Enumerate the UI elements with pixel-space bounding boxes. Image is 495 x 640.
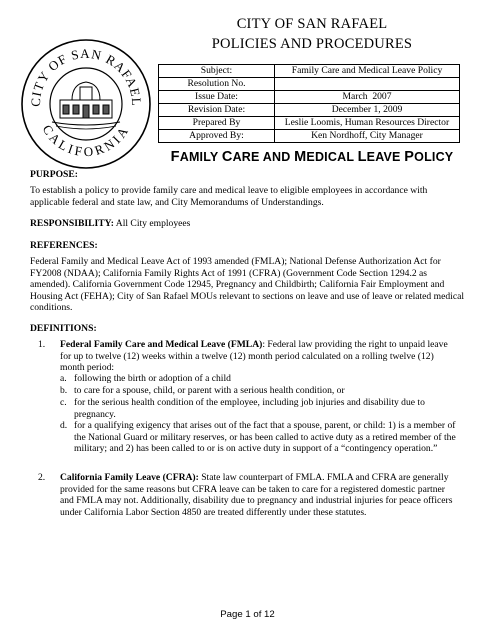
title-cap: L	[357, 149, 367, 165]
title-rest: AMILY	[179, 150, 222, 164]
approved-by-value: Ken Nordhoff, City Manager	[275, 130, 460, 143]
header-city-name: CITY OF SAN RAFAEL	[236, 16, 388, 32]
list-number: 1.	[38, 339, 46, 350]
policy-title	[162, 149, 462, 165]
table-row	[159, 65, 460, 78]
revision-date-label: Revision Date:	[159, 104, 275, 117]
subject-label: Subject:	[159, 65, 275, 78]
title-cap: F	[170, 149, 180, 165]
references-text: Federal Family and Medical Leave Act of 1993 amended (FMLA); National Defense Authorization Act for FY2008 (NDAA); California Family Rights Act of 1991 (CFRA) (Government Code Section 1294.2 as amended). California Government Code 12945, Pregnancy and Childbirth; California Fair Employment and Housing Act (FEHA); City of San Rafael MOUs relevant to sections on leave and use of leave or related medical conditions.	[30, 256, 464, 314]
approved-by-label: Approved By:	[159, 130, 275, 143]
table-row	[159, 130, 460, 143]
prepared-by-value: Leslie Loomis, Human Resources Director	[275, 117, 460, 130]
definition-text: : Federal law providing the right to unpaid leave for up to twelve (12) weeks within a twelve (12) month period calculated on a rolling twelve (12) month period:	[60, 339, 448, 374]
purpose-text: To establish a policy to provide family care and medical leave to eligible employees in accordance with applicable federal and state law, and City Memorandums of Understandings.	[30, 185, 428, 208]
definition-text: State law counterpart of FMLA. FMLA and CFRA are generally provided for the same reasons but CFRA leave can be taken to care for a registered domestic partner and FMLA may not. Additionally, disability due to pregnancy and industrial injuries for peace officers under California Labor Section 4850 are treated differently under these statutes.	[60, 472, 453, 518]
city-seal-logo	[20, 38, 152, 170]
table-row	[159, 91, 460, 104]
sublist-label: c.	[60, 397, 67, 408]
sublist-label: a.	[60, 373, 67, 384]
seal-bottom-text: CALIFORNIA	[39, 122, 133, 160]
list-number: 2.	[38, 472, 46, 483]
title-rest: EDICAL	[306, 150, 358, 164]
sublist-label: d.	[60, 420, 68, 431]
resolution-value	[275, 78, 460, 91]
definition-cfra	[60, 472, 460, 518]
page-number: Page 1 of 12	[220, 609, 275, 620]
revision-date-value: December 1, 2009	[275, 104, 460, 117]
sublist-item: for the serious health condition of the employee, including job injuries and disability due to pregnancy.	[74, 397, 425, 420]
title-rest: ARE AND	[232, 150, 295, 164]
definition-term: Federal Family Care and Medical Leave (FMLA)	[60, 339, 263, 350]
responsibility-heading: RESPONSIBILITY:	[30, 218, 114, 229]
title-cap: C	[221, 149, 233, 165]
table-row	[159, 104, 460, 117]
header-policies-title: POLICIES AND PROCEDURES	[211, 36, 413, 52]
definition-term: California Family Leave (CFRA):	[60, 472, 199, 483]
definitions-heading: DEFINITIONS:	[30, 323, 97, 334]
policy-info-table	[158, 64, 460, 143]
table-row	[159, 78, 460, 91]
title-rest: EAVE	[366, 150, 405, 164]
resolution-label: Resolution No.	[159, 78, 275, 91]
sublist-label: b.	[60, 385, 68, 396]
responsibility-text: All City employees	[113, 218, 191, 229]
responsibility-section	[30, 218, 468, 230]
purpose-heading: PURPOSE:	[30, 169, 78, 180]
seal-top-text: CITY OF SAN RAFAEL	[27, 45, 145, 107]
svg-text:CALIFORNIA	[40, 122, 133, 159]
prepared-by-label: Prepared By	[159, 117, 275, 130]
references-heading: REFERENCES:	[30, 240, 98, 251]
title-rest: OLICY	[414, 150, 454, 164]
sublist-item: to care for a spouse, child, or parent with a serious health condition, or	[74, 385, 345, 396]
sublist-item: for a qualifying exigency that arises out of the fact that a spouse, parent, or child: 1) is a member of the National Guard or military reserves, or has been called to active duty as a retired member of the military; and 2) has been called to or is on active duty in support of a “contingency operation.”	[74, 420, 456, 455]
issue-date-value: March 2007	[275, 91, 460, 104]
definition-fmla	[60, 339, 460, 374]
title-cap: P	[404, 149, 415, 165]
subject-value: Family Care and Medical Leave Policy	[275, 65, 460, 78]
table-row	[159, 117, 460, 130]
issue-date-label: Issue Date:	[159, 91, 275, 104]
title-cap: M	[294, 149, 307, 165]
sublist-item: following the birth or adoption of a child	[74, 373, 231, 384]
